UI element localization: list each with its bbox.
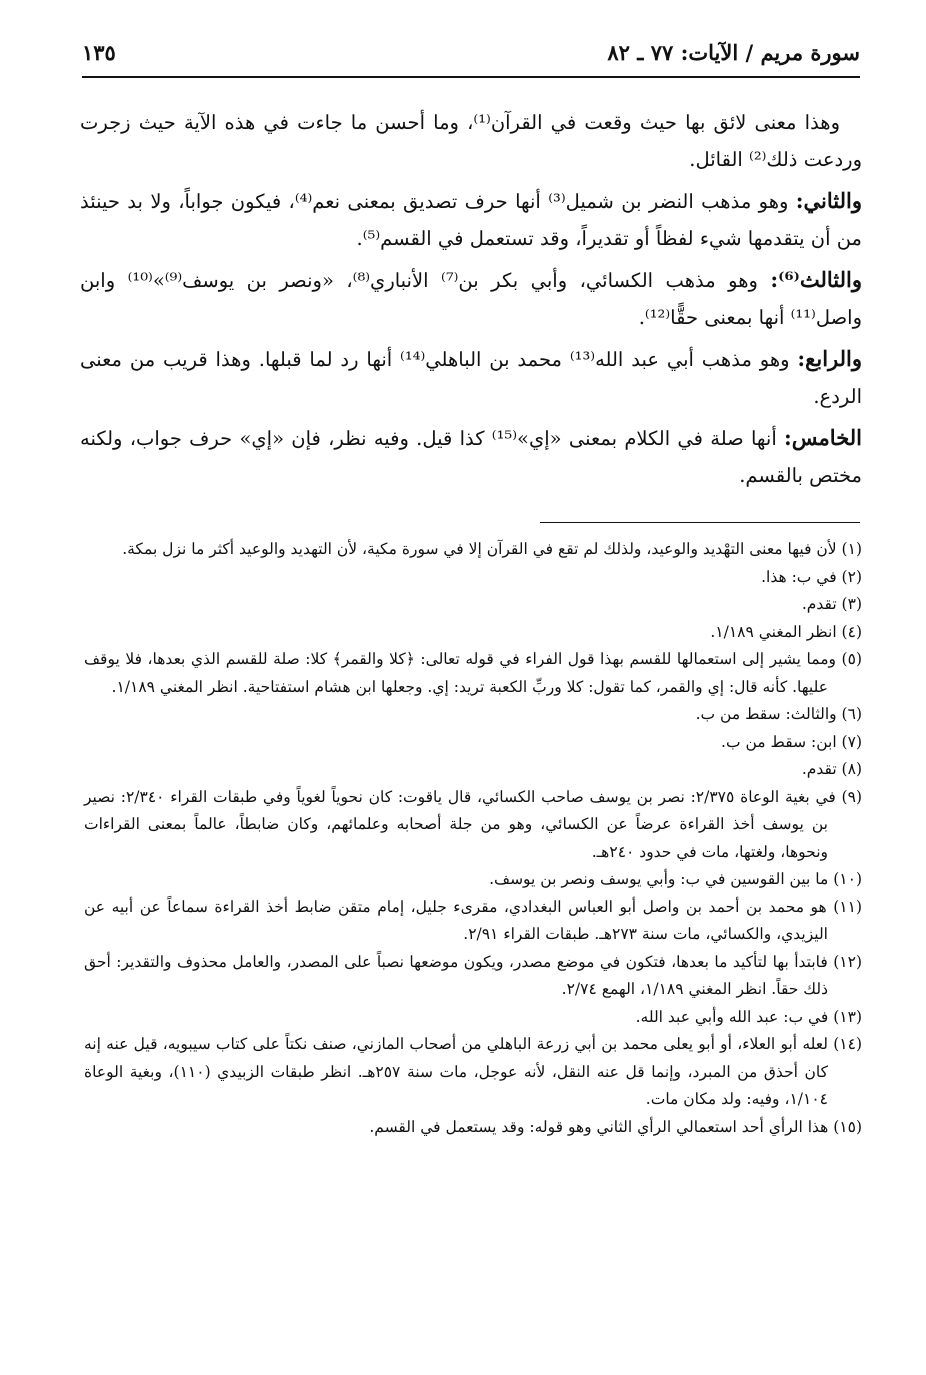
footnote: (١٣) في ب: عبد الله وأبي عبد الله.	[635, 1007, 862, 1026]
footnote: (١) لأن فيها معنى التهْديد والوعيد، ولذلك لم تقع في القرآن إلا في سورة مكية، لأن التهديد والوعيد أكثر ما نزل بمكة.	[122, 540, 862, 558]
paragraph-second	[80, 182, 862, 257]
footnote: (٥) ومما يشير إلى استعمالها للقسم بهذا قول الفراء في قوله تعالى: ﴿كلا والقمر﴾ كلا: صلة للقسم الذي بعدها، فلا يوقف عليها. كأنه قال: إي والقمر، كما تقول: كلا وربِّ الكعبة تريد: إي. وجعلها ابن هشام استفتاحية. انظر المغني ١/١٨٩.	[84, 650, 862, 696]
keyword-second: والثاني:	[795, 188, 863, 213]
paragraph-third-text: وهو مذهب الكسائي، وأبي بكر بن⁽⁷⁾ الأنباري⁽⁸⁾، «ونصر بن يوسف⁽⁹⁾»⁽¹⁰⁾ وابن واصل⁽¹¹⁾ أنها بمعنى حقًّا⁽¹²⁾.	[80, 269, 862, 329]
keyword-fifth: الخامس:	[784, 425, 862, 450]
footnote: (١٢) فابتدأ بها لتأكيد ما بعدها، فتكون في موضع مصدر، ويكون موضعها نصباً على المصدر، والعامل محذوف والتقدير: أحق ذلك حقاً. انظر المغني ١/١٨٩، الهمع ٢/٧٤.	[84, 952, 862, 998]
page-number: ١٣٥	[82, 40, 124, 65]
page-header	[82, 40, 860, 78]
paragraph-third	[80, 261, 862, 336]
paragraph-fifth-text: أنها صلة في الكلام بمعنى «إي»⁽¹⁵⁾ كذا قيل. وفيه نظر، فإن «إي» حرف جواب، ولكنه مختص بالقسم.	[80, 427, 862, 487]
keyword-fourth: والرابع:	[797, 346, 862, 371]
footnote: (٣) تقدم.	[801, 595, 862, 613]
footnote: (٤) انظر المغني ١/١٨٩.	[710, 622, 862, 641]
footnote: (٧) ابن: سقط من ب.	[721, 732, 862, 751]
footnote: (١٠) ما بين القوسين في ب: وأبي يوسف ونصر بن يوسف.	[489, 870, 862, 888]
footnote: (١١) هو محمد بن أحمد بن واصل أبو العباس البغدادي، مقرىء جليل، إمام متقن ضابط أخذ القراءة سماعاً عن أبيه عن اليزيدي، والكسائي، مات سنة ٢٧٣هـ. طبقات القراء ٢/٩١.	[84, 897, 862, 943]
footnote-separator	[540, 522, 860, 523]
footnotes	[84, 536, 862, 1141]
paragraph-intro: وهذا معنى لائق بها حيث وقعت في القرآن⁽¹⁾، وما أحسن ما جاءت في هذه الآية حيث زجرت وردعت ذلك⁽²⁾ القائل.	[80, 111, 862, 171]
footnote: (١٥) هذا الرأي أحد استعمالي الرأي الثاني وهو قوله: وقد يستعمل في القسم.	[369, 1117, 862, 1136]
keyword-third: والثالث⁽⁶⁾:	[770, 267, 863, 292]
footnote: (٩) في بغية الوعاة ٢/٣٧٥: نصر بن يوسف صاحب الكسائي، قال ياقوت: كان نحوياً لغوياً وفي طبقات القراء ٢/٣٤٠: نصير بن يوسف أخذ القراءة عرضاً عن الكسائي، وهو من جلة أصحابه وعلمائهم، وكان ضابطاً، عالماً بمعنى القراءات ونحوها، ولغتها، مات في حدود ٢٤٠هـ.	[84, 787, 862, 861]
paragraph-fifth	[80, 419, 862, 494]
paragraph-second-text: وهو مذهب النضر بن شميل⁽³⁾ أنها حرف تصديق بمعنى نعم⁽⁴⁾، فيكون جواباً، ولا بد حينئذ من أن يتقدمها شيء لفظاً أو تقديراً، وقد تستعمل في القسم⁽⁵⁾.	[80, 190, 862, 250]
footnote: (٨) تقدم.	[801, 760, 862, 778]
main-text	[80, 104, 862, 498]
footnote: (٦) والثالث: سقط من ب.	[695, 705, 862, 723]
paragraph-fourth-text: وهو مذهب أبي عبد الله⁽¹³⁾ محمد بن الباهلي⁽¹⁴⁾ أنها رد لما قبلها. وهذا قريب من معنى الردع.	[80, 348, 862, 408]
running-title: سورة مريم / الآيات: ٧٧ ـ ٨٢	[599, 40, 860, 65]
footnote: (٢) في ب: هذا.	[761, 567, 862, 586]
footnote: (١٤) لعله أبو العلاء، أو أبو يعلى محمد بن أبي زرعة الباهلي من أصحاب المازني، صنف نكتاً على كتاب سيبويه، قيل عنه إنه كان أحذق من المبرد، وإنما قل عنه النقل، لأنه عوجل، مات سنة ٢٥٧هـ. انظر طبقات الزبيدي (١١٠)، وبغية الوعاة ١/١٠٤، وفيه: ولد مكان مات.	[84, 1035, 862, 1108]
paragraph-fourth	[80, 340, 862, 415]
